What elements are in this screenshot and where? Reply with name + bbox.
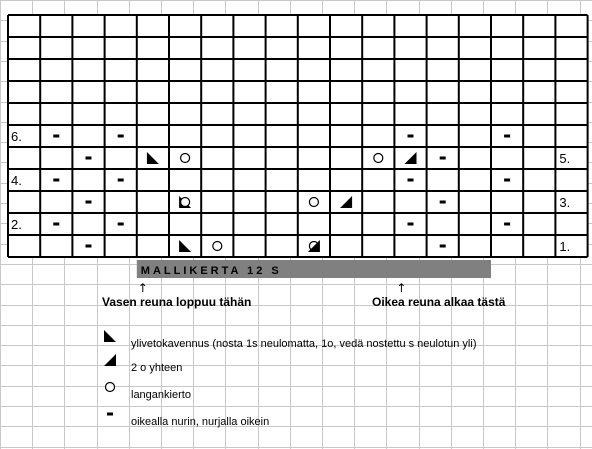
circle-icon <box>309 198 318 207</box>
triangle-right-angle-left-icon <box>104 330 116 342</box>
row-label: 6. <box>11 129 22 144</box>
circle-icon <box>213 242 222 251</box>
dash-icon <box>440 245 446 248</box>
dash-icon <box>118 223 124 226</box>
row-label: 5. <box>559 151 571 166</box>
row-label: 2. <box>11 217 22 232</box>
circle-icon <box>181 198 190 207</box>
circle-icon <box>106 383 115 392</box>
dash-icon <box>504 135 510 138</box>
dash-icon <box>408 135 414 138</box>
dash-icon <box>408 223 414 226</box>
circle-icon <box>374 154 383 163</box>
arrow-up-icon: ↑ <box>137 281 148 295</box>
legend-text: oikealla nurin, nurjalla oikein <box>131 416 270 428</box>
circle-icon <box>181 154 190 163</box>
dash-icon <box>408 179 414 182</box>
dash-icon <box>53 179 59 182</box>
dash-icon <box>118 179 124 182</box>
triangle-right-angle-right-icon <box>104 354 116 366</box>
left-edge-note: Vasen reuna loppuu tähän <box>102 295 252 309</box>
dash-icon <box>53 223 59 226</box>
row-label: 3. <box>559 195 571 210</box>
dash-icon <box>86 157 92 160</box>
arrow-up-icon: ↑ <box>396 281 407 295</box>
repeat-bar-label: MALLIKERTA 12 S <box>140 265 282 277</box>
legend-text: 2 o yhteen <box>131 362 183 374</box>
row-label: 1. <box>559 239 571 254</box>
dash-icon <box>53 135 59 138</box>
row-label: 4. <box>11 173 22 188</box>
dash-icon <box>107 413 113 416</box>
legend-text: langankierto <box>131 389 191 401</box>
legend-text: ylivetokavennus (nosta 1s neulomatta, 1o, vedä nostettu s neulotun yli) <box>131 338 477 350</box>
right-edge-note: Oikea reuna alkaa tästä <box>372 295 506 309</box>
dash-icon <box>504 179 510 182</box>
dash-icon <box>118 135 124 138</box>
dash-icon <box>504 223 510 226</box>
dash-icon <box>86 201 92 204</box>
dash-icon <box>440 201 446 204</box>
dash-icon <box>86 245 92 248</box>
dash-icon <box>440 157 446 160</box>
